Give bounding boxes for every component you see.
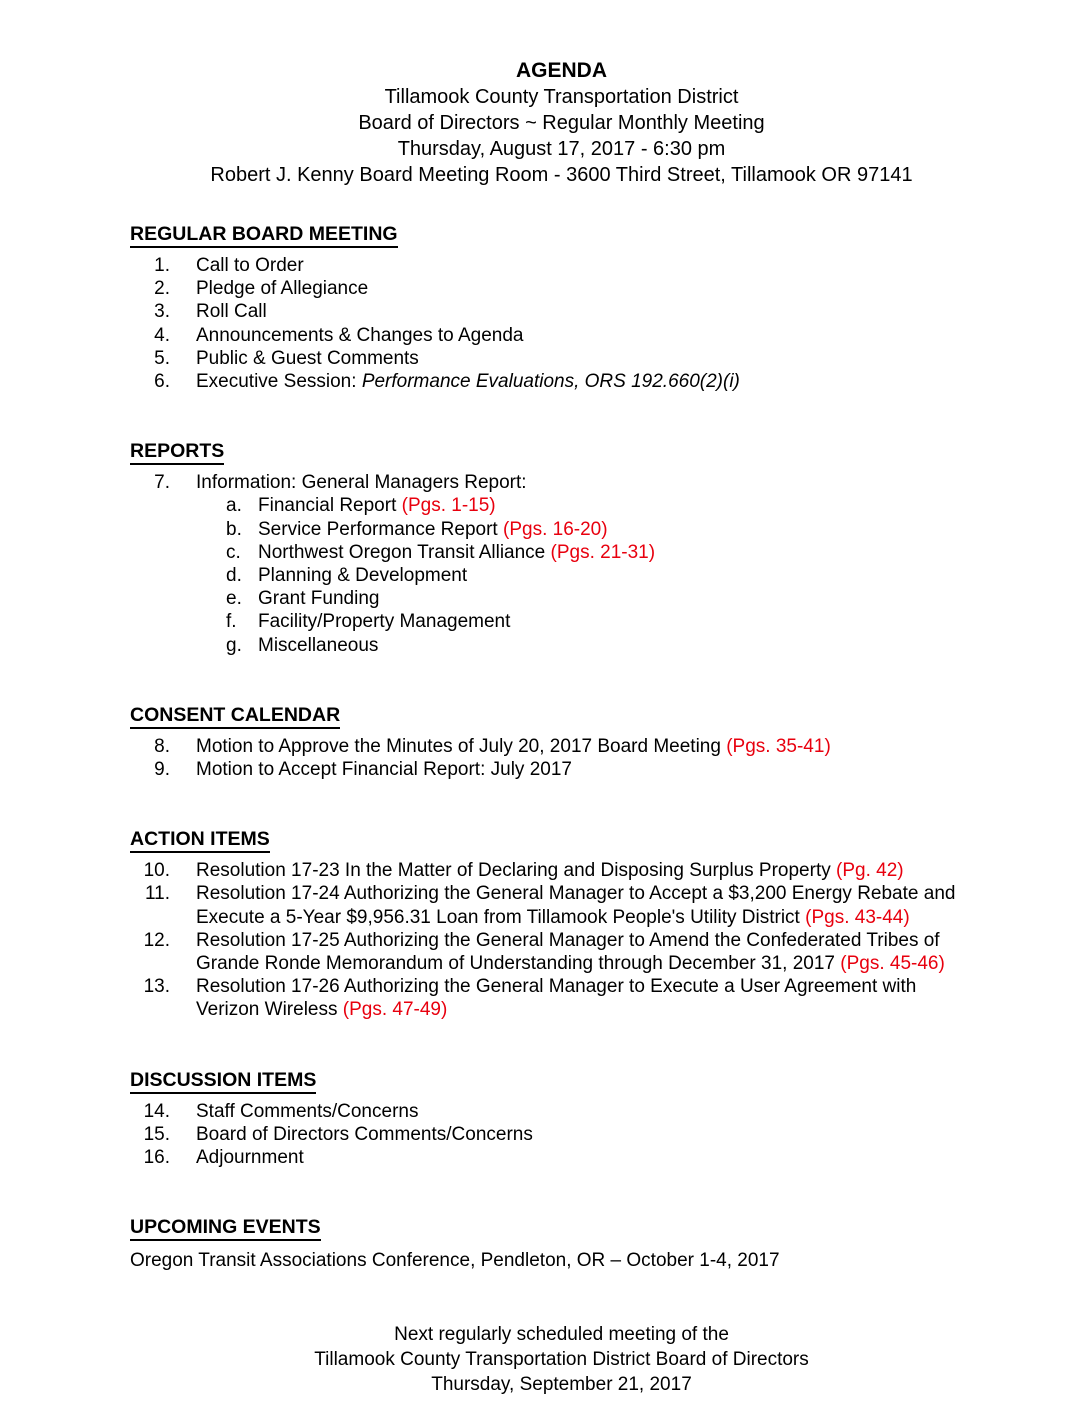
item-text [170, 975, 976, 1021]
page-reference: (Pgs. 35-41) [726, 735, 831, 757]
section-heading-text: CONSENT CALENDAR [130, 704, 340, 729]
subitem-text [258, 634, 378, 657]
agenda-item [130, 300, 993, 323]
item-label: Board of Directors Comments/Concerns [196, 1123, 533, 1145]
agenda-item [130, 370, 993, 393]
item-label: Resolution 17-24 Authorizing the General Manager to Accept a $3,200 Energy Rebate and Execute a 5-Year $9,956.31 Loan from Tillamook People's Utility District [196, 883, 956, 928]
item-text [170, 1123, 533, 1146]
item-text [170, 882, 976, 928]
item-number: 12. [143, 929, 170, 951]
section-heading [130, 704, 993, 727]
agenda-item [130, 347, 993, 370]
item-italic-text: Performance Evaluations, ORS 192.660(2)(i) [361, 371, 740, 393]
section-heading [130, 828, 993, 851]
subitem-text [258, 518, 608, 541]
header-meeting-datetime: Thursday, August 17, 2017 - 6:30 pm [397, 138, 726, 160]
agenda-subitem [130, 587, 993, 610]
section-heading [130, 1216, 993, 1239]
page-reference: (Pgs. 1-15) [401, 495, 496, 517]
subitem-label: Facility/Property Management [258, 611, 511, 633]
item-number: 7. [154, 472, 170, 494]
page-reference: (Pgs. 45-46) [840, 953, 945, 975]
section-heading [130, 223, 993, 246]
item-label: Motion to Accept Financial Report: July 2017 [196, 759, 572, 781]
agenda-item [130, 254, 993, 277]
page-reference: (Pg. 42) [836, 860, 904, 882]
agenda-item [130, 277, 993, 300]
page-reference: (Pgs. 47-49) [342, 999, 448, 1021]
agenda-item [130, 1146, 993, 1169]
section-heading-text: REPORTS [130, 440, 224, 465]
subitem-letter: e. [226, 588, 242, 610]
subitem-label: Planning & Development [258, 565, 468, 587]
agenda-item [130, 859, 993, 882]
section-heading-text: UPCOMING EVENTS [130, 1216, 321, 1241]
item-number: 3. [154, 301, 170, 323]
header-meeting-type: Board of Directors ~ Regular Monthly Meeting [358, 112, 765, 134]
item-label: Pledge of Allegiance [196, 278, 369, 300]
agenda-item [130, 324, 993, 347]
subitem-text [258, 610, 510, 633]
agenda-subitem [130, 541, 993, 564]
agenda-item [130, 758, 993, 781]
section-heading-text: ACTION ITEMS [130, 828, 270, 853]
item-text [170, 471, 527, 494]
item-label: Motion to Approve the Minutes of July 20, 2017 Board Meeting [196, 735, 727, 757]
agenda-item [130, 735, 993, 758]
item-label: Staff Comments/Concerns [196, 1100, 419, 1122]
item-label: Executive Session: [196, 371, 362, 393]
subitem-letter: d. [226, 565, 242, 587]
item-label: Roll Call [196, 301, 267, 323]
item-number: 4. [154, 324, 170, 346]
item-number: 5. [154, 347, 170, 369]
agenda-subitem [130, 518, 993, 541]
item-text [170, 1146, 304, 1169]
section-heading-text: DISCUSSION ITEMS [130, 1069, 316, 1094]
agenda-item [130, 1123, 993, 1146]
item-text [170, 1100, 418, 1123]
item-number: 14. [143, 1100, 170, 1122]
section-action-items [130, 828, 993, 1021]
footer-next-meeting-line1: Next regularly scheduled meeting of the [394, 1324, 729, 1346]
section-discussion-items [130, 1069, 993, 1170]
item-text [170, 347, 419, 370]
section-heading-text: REGULAR BOARD MEETING [130, 223, 398, 248]
item-number: 13. [143, 976, 170, 998]
item-label: Public & Guest Comments [196, 347, 419, 369]
section-consent-calendar [130, 704, 993, 781]
item-number: 11. [144, 883, 170, 905]
agenda-item [130, 975, 993, 1021]
item-number: 10. [143, 860, 170, 882]
subitem-text [258, 494, 496, 517]
footer-next-meeting-line2: Tillamook County Transportation District Board of Directors [314, 1349, 809, 1371]
agenda-subitem [130, 634, 993, 657]
subitem-label: Miscellaneous [258, 634, 379, 656]
subitem-letter: c. [226, 541, 241, 563]
item-number: 8. [154, 735, 170, 757]
item-text [170, 929, 976, 975]
subitem-label: Financial Report [258, 495, 402, 517]
item-text [170, 735, 831, 758]
document-title: AGENDA [515, 59, 607, 82]
agenda-subitem [130, 494, 993, 517]
subitem-text [258, 541, 655, 564]
section-paragraph: Oregon Transit Associations Conference, Pendleton, OR – October 1-4, 2017 [130, 1250, 780, 1272]
item-text [170, 324, 523, 347]
section-heading [130, 1069, 993, 1092]
page-reference: (Pgs. 21-31) [550, 541, 656, 563]
item-number: 1. [154, 255, 170, 276]
footer-next-meeting-line3: Thursday, September 21, 2017 [431, 1374, 692, 1396]
subitem-label: Grant Funding [258, 588, 380, 610]
section-regular-board-meeting [130, 223, 993, 393]
subitem-letter: b. [226, 518, 242, 540]
header-meeting-location: Robert J. Kenny Board Meeting Room - 3600 Third Street, Tillamook OR 97141 [210, 164, 913, 186]
agenda-item [130, 471, 993, 494]
subitem-letter: g. [226, 634, 242, 656]
page-reference: (Pgs. 43-44) [805, 906, 910, 928]
subitem-text [258, 587, 379, 610]
section-upcoming-events [130, 1216, 993, 1272]
item-label: Announcements & Changes to Agenda [196, 324, 524, 346]
agenda-item [130, 1100, 993, 1123]
item-label: Call to Order [196, 255, 304, 276]
item-label: Resolution 17-25 Authorizing the General Manager to Amend the Confederated Tribes of Grande Ronde Memorandum of Understanding through December 31, 2017 [196, 929, 940, 975]
subitem-label: Service Performance Report [258, 518, 503, 540]
item-label: Resolution 17-26 Authorizing the General Manager to Execute a User Agreement with Verizon Wireless [196, 976, 917, 1021]
item-text [170, 758, 572, 781]
item-number: 2. [154, 278, 170, 300]
item-text [170, 300, 267, 323]
item-text [170, 254, 304, 277]
item-label: Information: General Managers Report: [196, 472, 527, 494]
item-number: 15. [143, 1123, 170, 1145]
item-text [170, 859, 904, 882]
subitem-letter: a. [226, 495, 242, 517]
sections [130, 223, 993, 1272]
item-number: 6. [154, 371, 170, 393]
subitem-text [258, 564, 467, 587]
agenda-subitem [130, 610, 993, 633]
item-number: 16. [143, 1147, 170, 1169]
document-footer [130, 1322, 993, 1397]
item-text [170, 370, 740, 393]
header-organization: Tillamook County Transportation District [384, 86, 739, 108]
item-label: Resolution 17-23 In the Matter of Declaring and Disposing Surplus Property [196, 860, 837, 882]
item-number: 9. [154, 759, 170, 781]
item-text [170, 277, 368, 300]
subitem-letter: f. [226, 611, 237, 633]
section-heading [130, 440, 993, 463]
agenda-item [130, 929, 993, 975]
page-reference: (Pgs. 16-20) [503, 518, 608, 540]
document-header [130, 58, 993, 188]
item-label: Adjournment [196, 1147, 304, 1169]
agenda-subitem [130, 564, 993, 587]
subitem-label: Northwest Oregon Transit Alliance [258, 541, 551, 563]
section-reports [130, 440, 993, 657]
agenda-item [130, 882, 993, 928]
